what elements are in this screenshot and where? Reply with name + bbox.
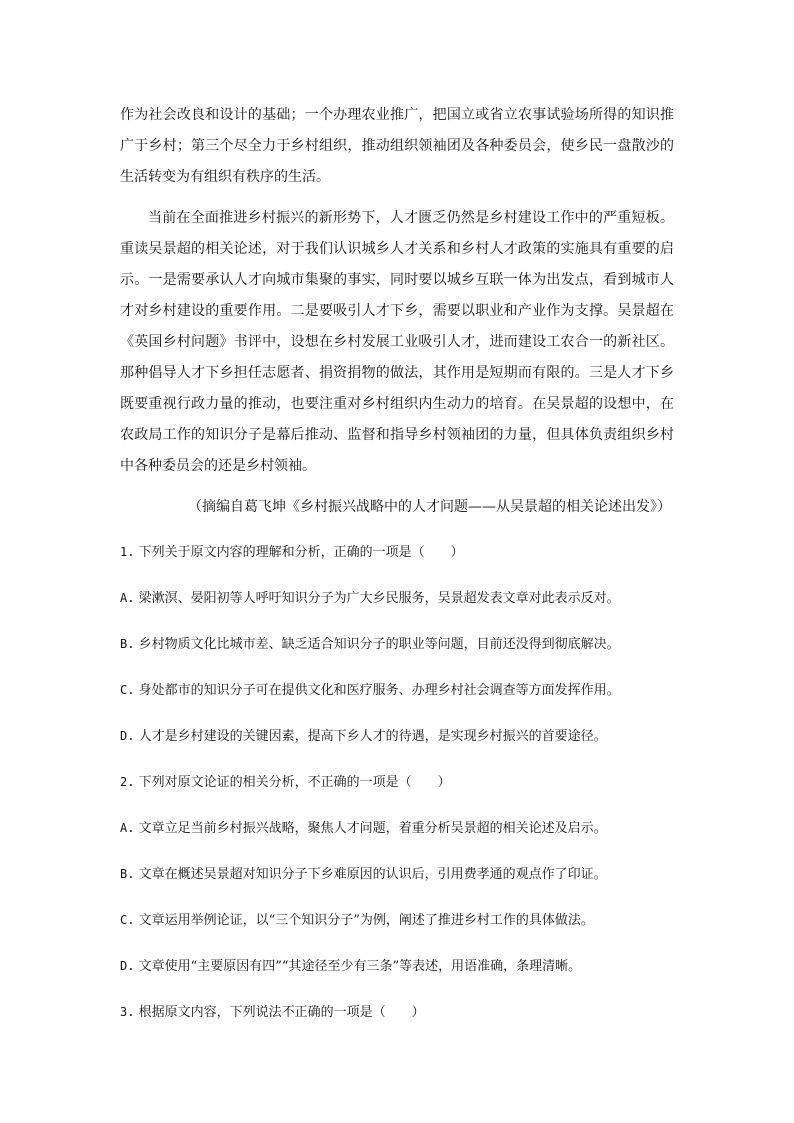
option-label: C. [120, 913, 135, 927]
question-text: 根据原文内容，下列说法不正确的一项是（ ） [138, 1005, 425, 1020]
question-1-stem [120, 536, 674, 569]
option-label: B. [120, 637, 135, 651]
question-1-option-d [120, 720, 674, 753]
question-number: 2. [120, 775, 135, 789]
question-text: 下列关于原文内容的理解和分析，正确的一项是（ ） [138, 545, 464, 560]
option-text: 文章使用“主要原因有四”“其途径至少有三条”等表述，用语准确，条理清晰。 [138, 959, 582, 974]
option-text: 梁漱溟、晏阳初等人呼吁知识分子为广大乡民服务，吴景超发表文章对此表示反对。 [138, 591, 620, 606]
question-2-option-d [120, 950, 674, 983]
option-label: D. [120, 729, 135, 743]
option-text: 人才是乡村建设的关键因素，提高下乡人才的待遇，是实现乡村振兴的首要途径。 [138, 729, 607, 744]
question-1-option-a [120, 582, 674, 615]
option-text: 身处都市的知识分子可在提供文化和医疗服务、办理乡村社会调查等方面发挥作用。 [138, 683, 620, 698]
question-1-option-c [120, 674, 674, 707]
question-2-option-b [120, 858, 674, 891]
question-number: 3. [120, 1005, 135, 1019]
passage-paragraph-2: 当前在全面推进乡村振兴的新形势下，人才匮乏仍然是乡村建设工作中的严重短板。重读吴景超的相关论述，对于我们认识城乡人才关系和乡村人才政策的实施具有重要的启示。一是需要承认人才向城市集聚的事实，同时要以城乡互联一体为出发点，看到城市人才对乡村建设的重要作用。二是要吸引人才下乡，需要以职业和产业作为支撑。吴景超在《英国乡村问题》书评中，设想在乡村发展工业吸引人才，进而建设工农合一的新社区。那种倡导人才下乡担任志愿者、捐资捐物的做法，其作用是短期而有限的。三是人才下乡既要重视行政力量的推动，也要注重对乡村组织内生动力的培育。在吴景超的设想中，在农政局工作的知识分子是幕后推动、监督和指导乡村领袖团的力量，但具体负责组织乡村中各种委员会的还是乡村领袖。 [120, 210, 674, 474]
option-label: A. [120, 821, 135, 835]
passage-source: （摘编自葛飞坤《乡村振兴战略中的人才问题——从吴景超的相关论述出发》） [188, 499, 671, 515]
option-label: D. [120, 959, 135, 973]
option-label: B. [120, 867, 135, 881]
question-2-option-a [120, 812, 674, 845]
question-2-stem [120, 766, 674, 799]
question-3-stem [120, 996, 674, 1029]
question-1-option-b [120, 628, 674, 661]
option-text: 文章立足当前乡村振兴战略，聚焦人才问题，着重分析吴景超的相关论述及启示。 [138, 821, 607, 836]
option-text: 乡村物质文化比城市差、缺乏适合知识分子的职业等问题，目前还没得到彻底解决。 [138, 637, 620, 652]
question-2-option-c [120, 904, 674, 937]
option-label: A. [120, 591, 135, 605]
passage-paragraph-1: 作为社会改良和设计的基础；一个办理农业推广，把国立或省立农事试验场所得的知识推广于乡村；第三个尽全力于乡村组织，推动组织领袖团及各种委员会，使乡民一盘散沙的生活转变为有组织有秩序的生活。 [120, 107, 674, 185]
question-number: 1. [120, 545, 135, 559]
option-label: C. [120, 683, 135, 697]
question-text: 下列对原文论证的相关分析，不正确的一项是（ ） [138, 775, 451, 790]
option-text: 文章运用举例论证，以“三个知识分子”为例，阐述了推进乡村工作的具体做法。 [138, 913, 594, 928]
document-content [120, 100, 674, 1029]
option-text: 文章在概述吴景超对知识分子下乡难原因的认识后，引用费孝通的观点作了印证。 [138, 867, 607, 882]
